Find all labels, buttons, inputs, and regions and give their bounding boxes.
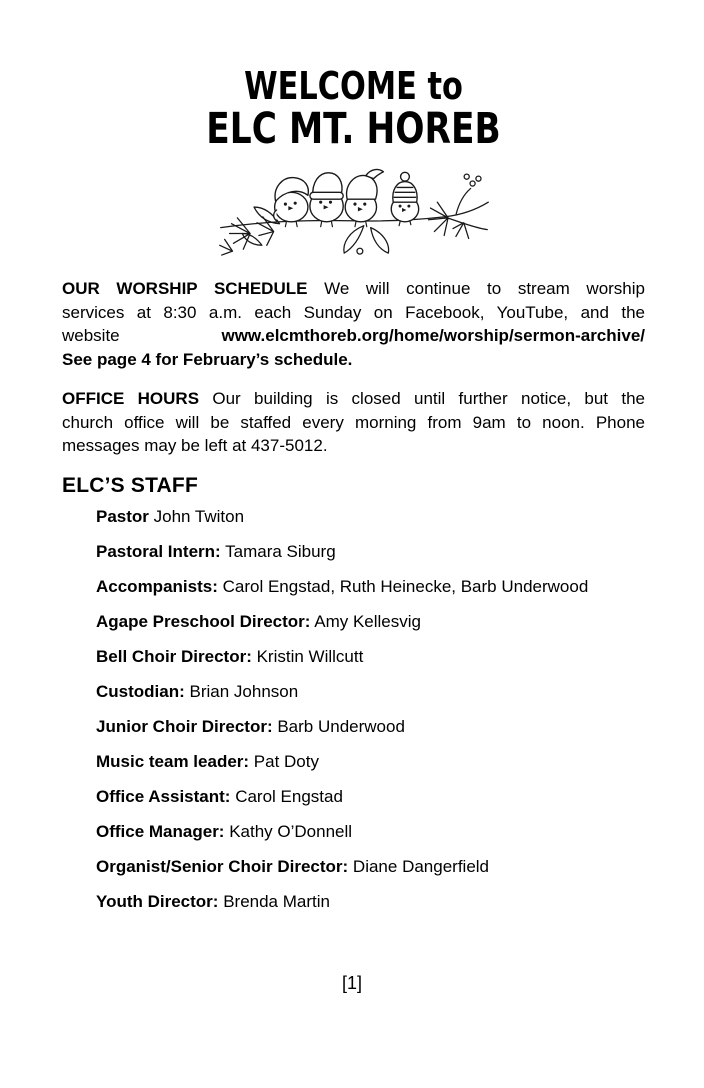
staff-role: Custodian: — [96, 681, 185, 701]
text-run: messages may be left at 437-5012. — [62, 436, 328, 455]
illustration-container — [62, 160, 645, 260]
staff-item — [96, 855, 645, 879]
worship-schedule-paragraph — [62, 277, 645, 371]
staff-role: Office Manager: — [96, 821, 225, 841]
bold-text-run: www.elcmthoreb.org/home/worship/sermon-archive/ — [221, 326, 645, 345]
staff-name: Barb Underwood — [272, 716, 405, 736]
paragraph-line — [62, 387, 645, 411]
text-run: Our building is closed until further notice, but the — [199, 389, 645, 408]
staff-name: Carol Engstad — [230, 786, 343, 806]
paragraph-line — [62, 301, 645, 325]
staff-name: John Twiton — [148, 506, 245, 526]
staff-item — [96, 540, 645, 564]
paragraph-line — [62, 277, 645, 301]
staff-section-heading: ELC’S STAFF — [62, 473, 198, 497]
staff-role: Pastoral Intern: — [96, 541, 221, 561]
staff-item — [96, 645, 645, 669]
text-run: services at 8:30 a.m. each Sunday on Facebook, YouTube, and the — [62, 302, 645, 322]
staff-name: Kathy O’Donnell — [224, 821, 353, 841]
staff-role: Music team leader: — [96, 751, 250, 771]
staff-item — [96, 715, 645, 739]
staff-name: Diane Dangerfield — [348, 856, 490, 876]
text-run: website — [62, 326, 222, 345]
staff-name: Carol Engstad, Ruth Heinecke, Barb Underwood — [217, 576, 589, 596]
staff-role: Organist/Senior Choir Director: — [96, 856, 349, 876]
page-content — [0, 66, 704, 914]
staff-item — [96, 750, 645, 774]
staff-name: Pat Doty — [249, 751, 319, 771]
staff-item — [96, 505, 645, 529]
staff-name: Brenda Martin — [218, 891, 330, 911]
staff-role: Pastor — [96, 506, 149, 526]
staff-item — [96, 785, 645, 809]
staff-role: Office Assistant: — [96, 786, 231, 806]
paragraph-line — [62, 434, 645, 458]
staff-item — [96, 890, 645, 914]
staff-role: Accompanists: — [96, 576, 218, 596]
page-title-line-2: ELC MT. HOREB — [206, 104, 501, 154]
bold-text-run: See page 4 for February’s schedule. — [62, 349, 353, 369]
staff-item — [96, 820, 645, 844]
staff-role: Agape Preschool Director: — [96, 611, 311, 631]
paragraph-line — [62, 324, 645, 348]
text-run: We will continue to stream worship — [307, 279, 645, 298]
staff-role: Bell Choir Director: — [96, 646, 252, 666]
winter-birds-illustration — [215, 161, 493, 259]
page-number: [1] — [341, 973, 362, 993]
staff-item — [96, 575, 645, 599]
office-hours-paragraph — [62, 387, 645, 458]
staff-item — [96, 610, 645, 634]
staff-role: Youth Director: — [96, 891, 219, 911]
paragraph-line — [62, 348, 645, 372]
staff-name: Kristin Willcutt — [251, 646, 364, 666]
bold-text-run: OFFICE HOURS — [62, 389, 200, 408]
paragraph-line — [62, 411, 645, 435]
staff-name: Amy Kellesvig — [310, 611, 421, 631]
staff-name: Tamara Siburg — [220, 541, 336, 561]
staff-list — [62, 505, 645, 914]
staff-item — [96, 680, 645, 704]
page-title-line-1: WELCOME to — [244, 64, 463, 108]
staff-role: Junior Choir Director: — [96, 716, 273, 736]
bold-text-run: OUR WORSHIP SCHEDULE — [62, 279, 308, 298]
text-run: church office will be staffed every morning from 9am to noon. Phone — [62, 412, 645, 432]
staff-name: Brian Johnson — [184, 681, 299, 701]
